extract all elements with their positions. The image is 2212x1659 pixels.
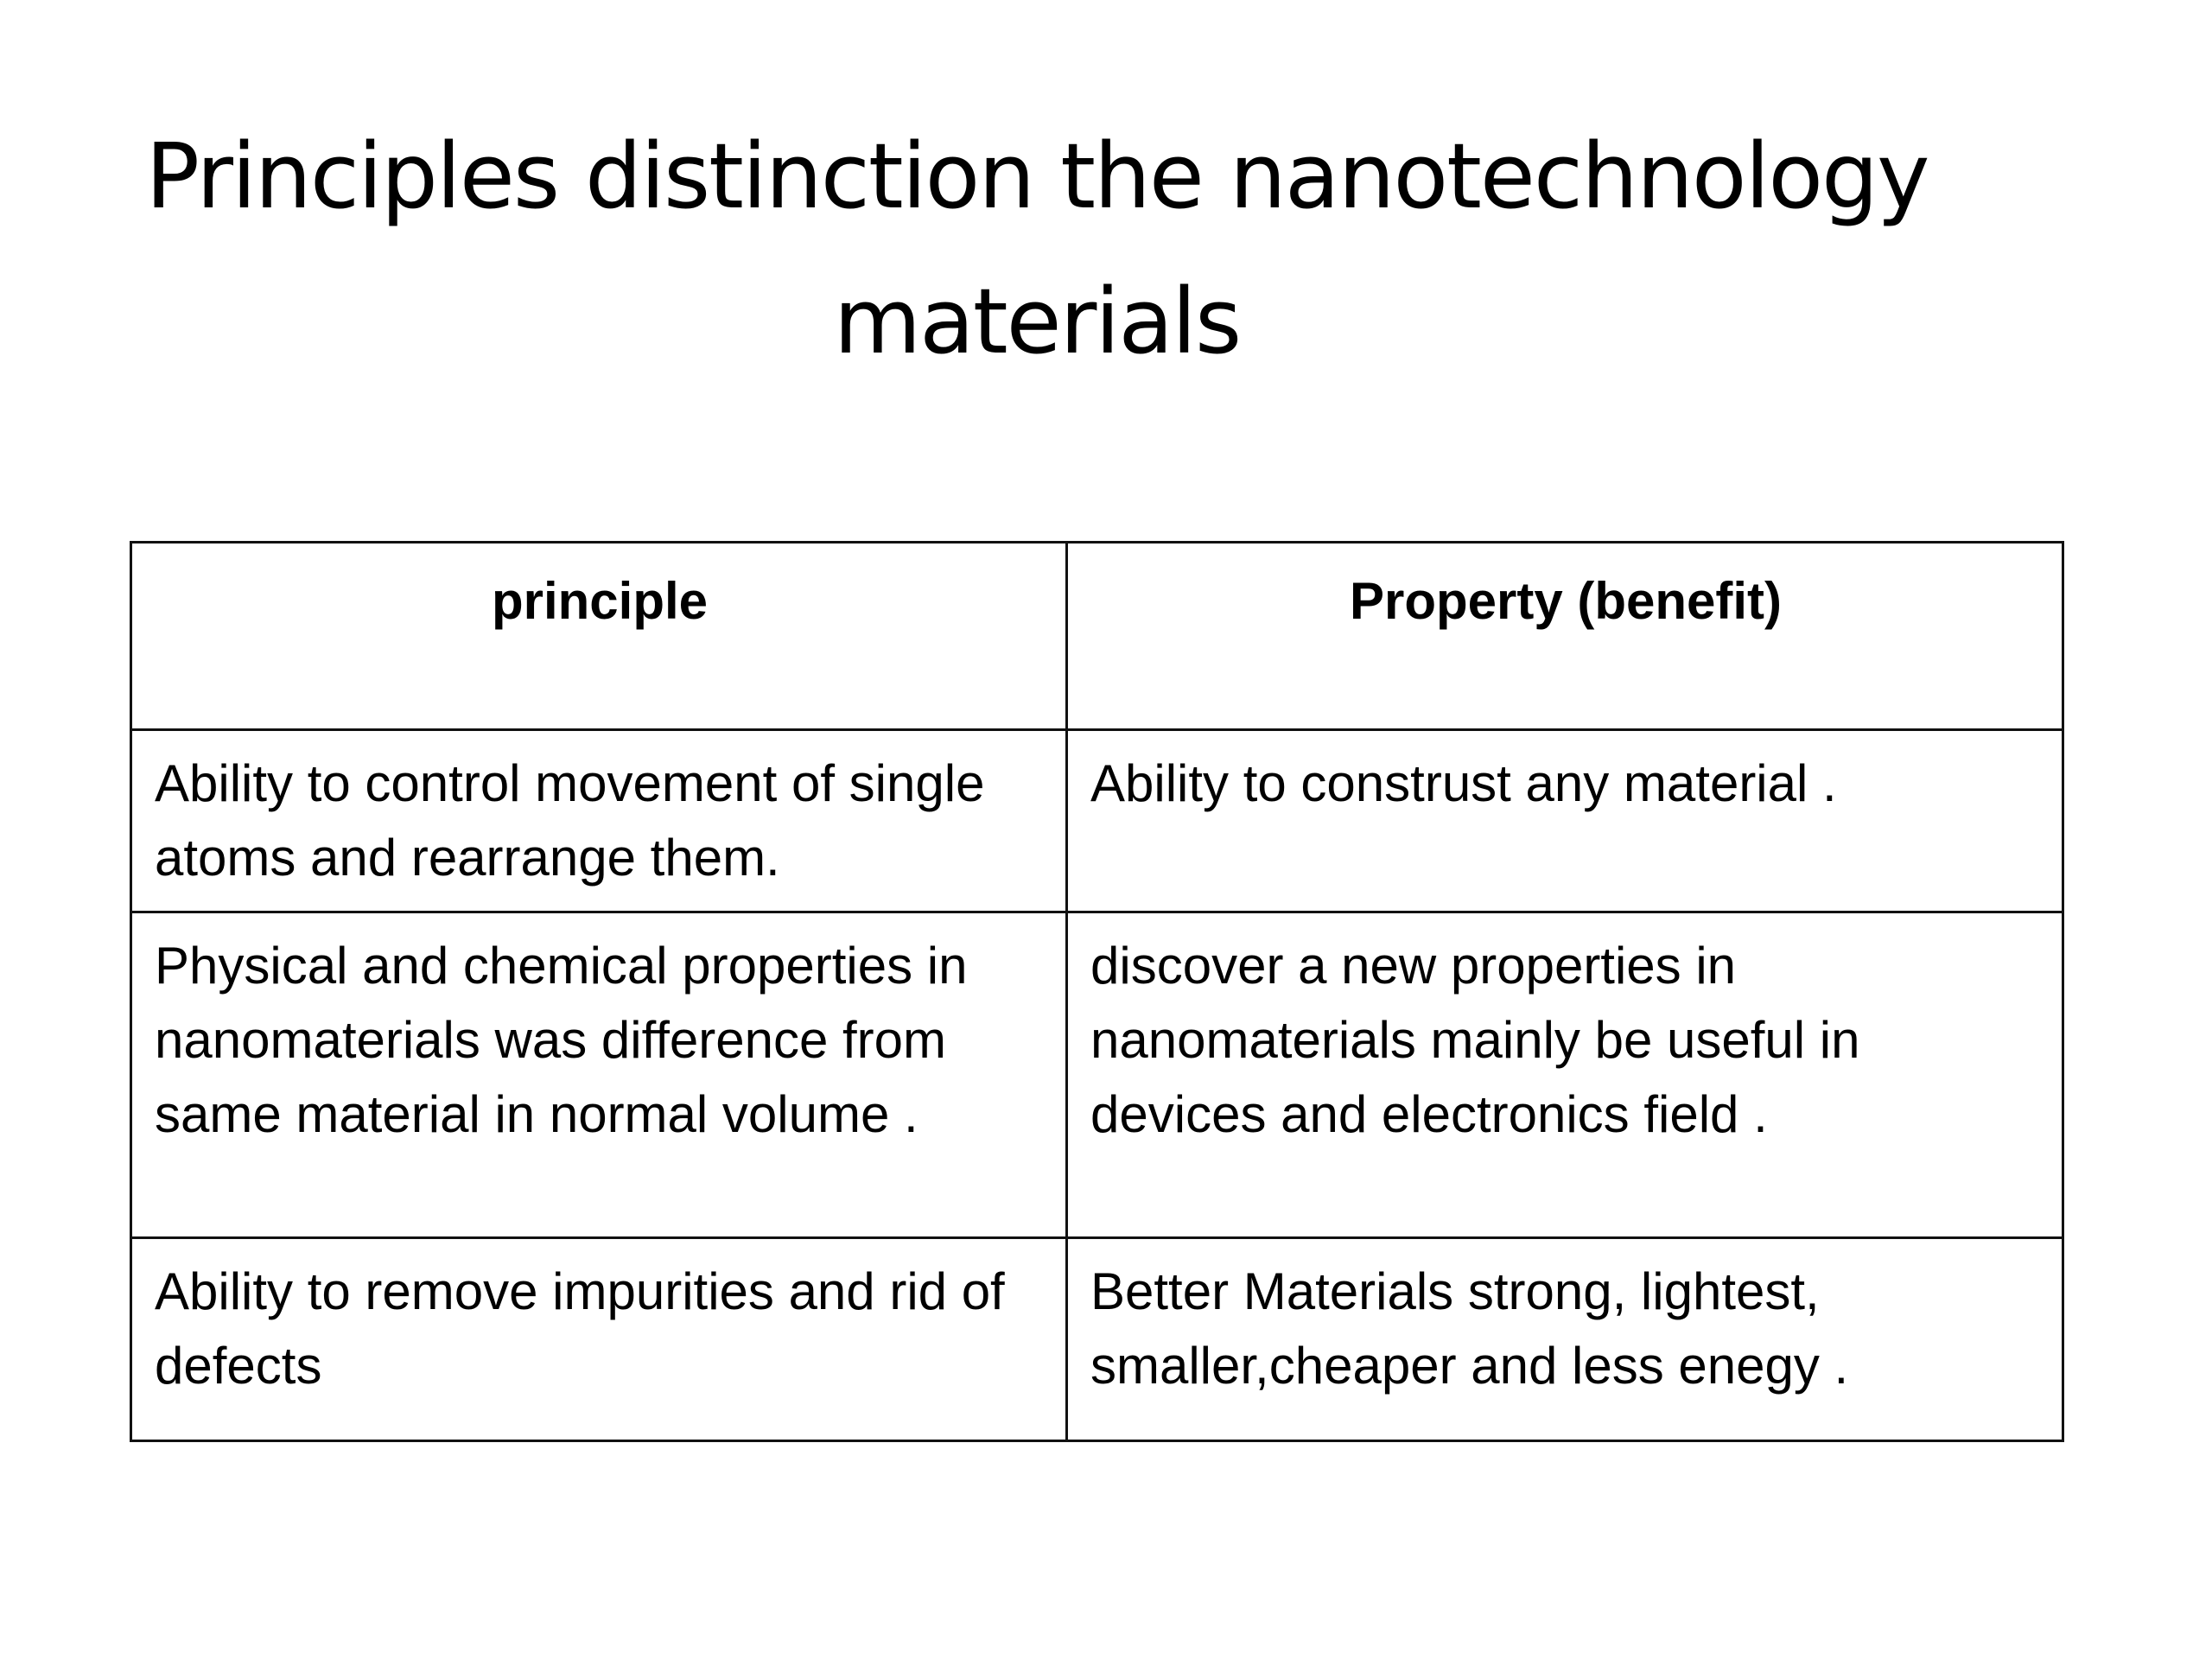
- principle-cell: Ability to remove impurities and rid of defects: [131, 1238, 1067, 1441]
- comparison-table-container: [130, 541, 2064, 1442]
- table-header-row: [131, 543, 2063, 730]
- principle-cell: Ability to control movement of single atoms and rearrange them.: [131, 730, 1067, 912]
- slide-title-line-2: materials: [833, 269, 1241, 374]
- property-cell: discover a new properties in nanomaterials mainly be useful in devices and electronics field .: [1067, 912, 2063, 1238]
- table-row: [131, 1238, 2063, 1441]
- slide-title: [130, 104, 1944, 394]
- property-cell: Better Materials strong, lightest, smaller,cheaper and less enegy .: [1067, 1238, 2063, 1441]
- principles-table: [130, 541, 2064, 1442]
- property-cell: Ability to construst any material .: [1067, 730, 2063, 912]
- principle-cell: Physical and chemical properties in nanomaterials was difference from same material in normal volume .: [131, 912, 1067, 1238]
- slide-title-line-1: Principles distinction the nanotechnology: [145, 124, 1929, 229]
- table-row: [131, 912, 2063, 1238]
- column-header-principle: principle: [131, 543, 1067, 730]
- column-header-property: Property (benefit): [1067, 543, 2063, 730]
- table-row: [131, 730, 2063, 912]
